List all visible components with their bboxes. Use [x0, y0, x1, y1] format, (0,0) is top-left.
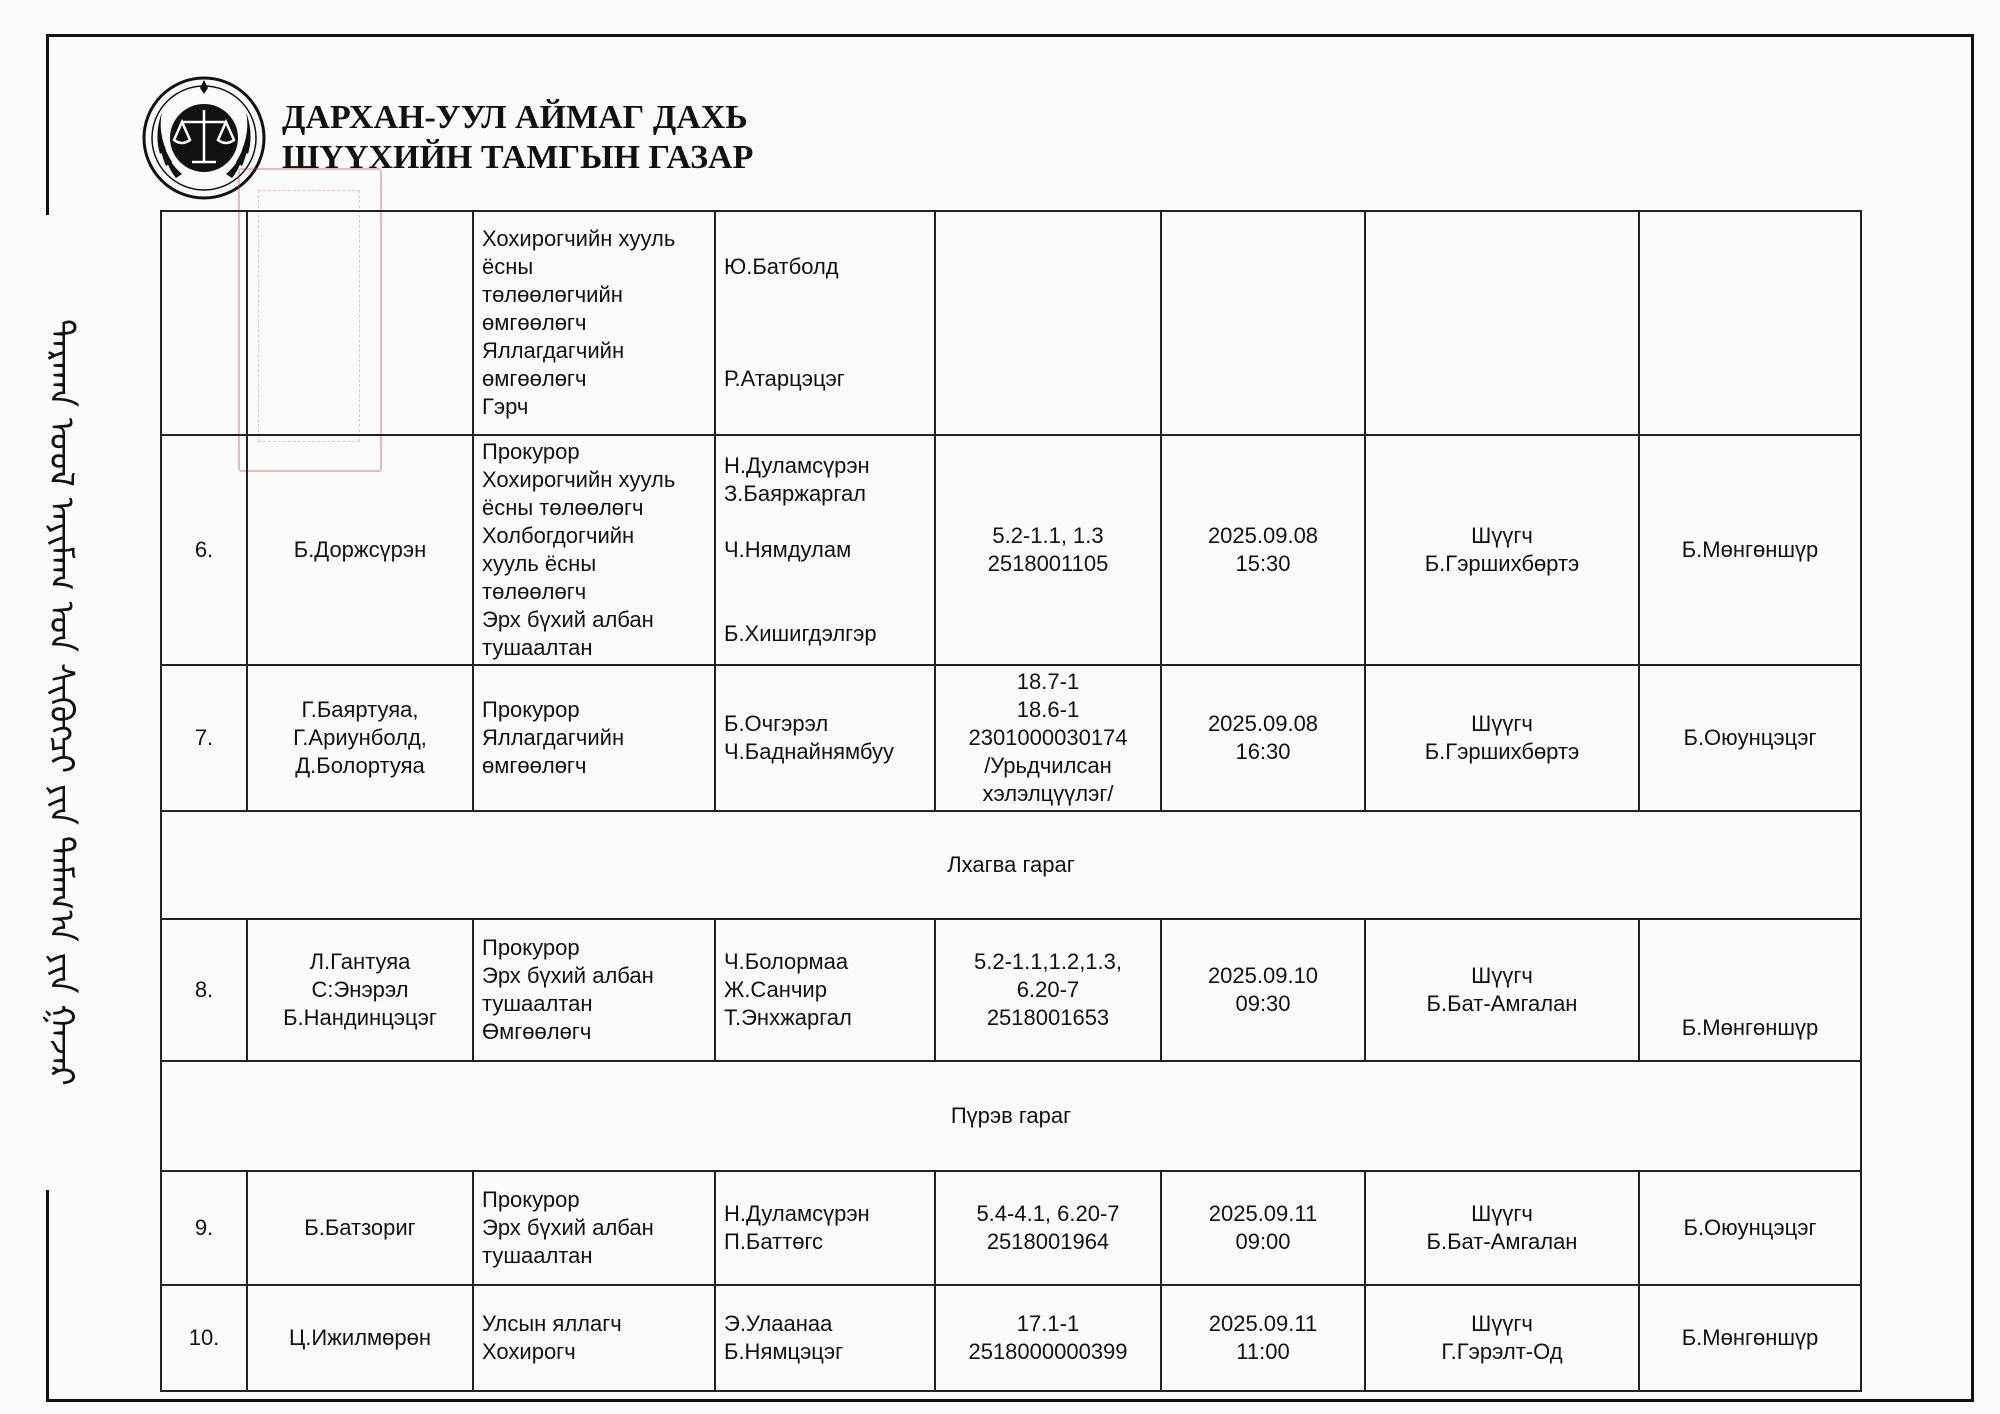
clerk-cell: Б.Мөнгөншүр [1639, 919, 1861, 1061]
role-text: Прокурор [482, 935, 580, 960]
role-text: Хохирогчийн хууль [482, 226, 676, 251]
hearing-schedule-table [160, 210, 1862, 1392]
role-text: Яллагдагчийн [482, 725, 625, 750]
participant-name: Ю.Батболд [724, 254, 839, 279]
judge-cell [1365, 919, 1639, 1061]
hearing-hour: 11:00 [1236, 1339, 1290, 1364]
role-text: Эрх бүхий албан [482, 607, 654, 632]
participant-name: З.Баяржаргал [724, 481, 867, 506]
case-code [935, 1171, 1161, 1285]
role-text: өмгөөлөгч [482, 366, 587, 391]
case-number: 2518001964 [986, 1229, 1110, 1254]
judge-cell [1365, 1285, 1639, 1391]
defendant-name: Ц.Ижилмөрөн [288, 1325, 432, 1350]
role-text: тушаалтан [482, 635, 593, 660]
role-text: ёсны [482, 254, 534, 279]
case-number: 2518001653 [986, 1005, 1110, 1030]
article-number: 5.2-1.1,1.2,1.3, [974, 949, 1122, 974]
case-number: 2518001105 [987, 551, 1109, 576]
participants-cell [715, 1171, 935, 1285]
article-number: 18.6-1 [1016, 697, 1080, 722]
role-text: Прокурор [482, 697, 580, 722]
participant-name: Н.Дуламсүрэн [724, 1201, 870, 1226]
case-note: хэлэлцүүлэг/ [982, 781, 1114, 806]
case-code [935, 435, 1161, 665]
participant-name: Ч.Болормаа [724, 949, 849, 974]
mongolian-script-title: ᠳᠠᠷᠬᠠᠨ ᠤᠤᠯ ᠠᠶᠢᠮᠠᠭ ᠤᠨ ᠰᠢᠭᠦᠭᠴᠢ ᠶᠢᠨ ᠲᠠᠮᠠᠭ᠎ᠠ ᠶᠢᠨ ᠭᠠᠵᠠᠷ [41, 319, 81, 1086]
hearing-time [1161, 435, 1365, 665]
row-number: 6. [161, 435, 247, 665]
judge-name: Б.Гэршихбөртэ [1424, 739, 1580, 764]
participant-name: Б.Очгэрэл [724, 711, 829, 736]
defendant-names [247, 1285, 473, 1391]
defendant-name: Г.Ариунболд, [293, 725, 427, 750]
roles-cell [473, 435, 715, 665]
roles-cell [473, 211, 715, 435]
defendant-names [247, 435, 473, 665]
day-heading: Пүрэв гараг [161, 1061, 1861, 1171]
judge-name: Г.Гэрэлт-Од [1441, 1339, 1563, 1364]
judge-cell [1365, 665, 1639, 811]
role-text: Прокурор [482, 439, 580, 464]
defendant-name: Б.Доржсүрэн [293, 537, 427, 562]
side-vertical-text [26, 215, 96, 1190]
role-text: Өмгөөлөгч [482, 1019, 592, 1044]
table-row [161, 665, 1861, 811]
row-number: 8. [161, 919, 247, 1061]
judge-cell [1365, 211, 1639, 435]
table-row [161, 211, 1861, 435]
clerk-cell: Б.Оюунцэцэг [1639, 1171, 1861, 1285]
hearing-time [1161, 211, 1365, 435]
day-heading: Лхагва гараг [161, 811, 1861, 919]
role-text: тушаалтан [482, 991, 593, 1016]
defendant-name: Л.Гантуяа [309, 949, 411, 974]
table-row [161, 1285, 1861, 1391]
role-text: төлөөлөгч [482, 579, 587, 604]
organization-title [282, 98, 753, 178]
table-row [161, 919, 1861, 1061]
role-text: хууль ёсны [482, 551, 597, 576]
day-header-row [161, 811, 1861, 919]
participant-name: Б.Хишигдэлгэр [724, 621, 877, 646]
hearing-date: 2025.09.10 [1207, 963, 1319, 988]
clerk-cell: Б.Мөнгөншүр [1639, 435, 1861, 665]
role-text: Гэрч [482, 394, 529, 419]
role-text: өмгөөлөгч [482, 310, 587, 335]
judge-name: Б.Гэршихбөртэ [1424, 551, 1580, 576]
role-text: Яллагдагчийн [482, 338, 625, 363]
roles-cell [473, 1171, 715, 1285]
article-number: 17.1-1 [1016, 1311, 1080, 1336]
hearing-hour: 09:00 [1235, 1229, 1291, 1254]
hearing-hour: 09:30 [1235, 991, 1291, 1016]
hearing-date: 2025.09.08 [1207, 711, 1319, 736]
court-emblem-icon [140, 74, 268, 202]
case-number: 2518000000399 [968, 1339, 1128, 1364]
article-number: 6.20-7 [1016, 977, 1080, 1002]
participant-name: П.Баттөгс [724, 1229, 824, 1254]
title-line-2: ШҮҮХИЙН ТАМГЫН ГАЗАР [282, 139, 754, 176]
participant-name: Ж.Санчир [724, 977, 827, 1002]
role-text: Прокурор [482, 1187, 580, 1212]
defendant-name: Г.Баяртуяа, [301, 697, 419, 722]
judge-title: Шүүгч [1471, 523, 1533, 548]
row-number: 9. [161, 1171, 247, 1285]
judge-cell [1365, 435, 1639, 665]
participants-cell [715, 919, 935, 1061]
case-code [935, 1285, 1161, 1391]
defendant-name: Д.Болортуяа [295, 753, 425, 778]
defendant-name: Б.Батзориг [304, 1215, 416, 1240]
role-text: ёсны төлөөлөгч [482, 495, 644, 520]
case-code [935, 919, 1161, 1061]
hearing-date: 2025.09.11 [1208, 1201, 1318, 1226]
defendant-names [247, 919, 473, 1061]
participants-cell [715, 665, 935, 811]
table-row [161, 435, 1861, 665]
judge-title: Шүүгч [1471, 711, 1533, 736]
role-text: төлөөлөгчийн [482, 282, 623, 307]
title-line-1: ДАРХАН-УУЛ АЙМАГ ДАХЬ [282, 99, 748, 136]
row-number: 10. [161, 1285, 247, 1391]
participant-name: Н.Дуламсүрэн [724, 453, 870, 478]
defendant-names [247, 665, 473, 811]
participants-cell [715, 1285, 935, 1391]
participant-name: Э.Улаанаа [724, 1311, 833, 1336]
article-number: 5.2-1.1, 1.3 [992, 523, 1104, 548]
day-header-row [161, 1061, 1861, 1171]
participants-cell [715, 435, 935, 665]
role-text: Хохирогч [482, 1339, 576, 1364]
row-number: 7. [161, 665, 247, 811]
judge-name: Б.Бат-Амгалан [1426, 1229, 1578, 1254]
hearing-date: 2025.09.08 [1207, 523, 1319, 548]
participants-cell [715, 211, 935, 435]
case-code [935, 665, 1161, 811]
roles-cell [473, 665, 715, 811]
judge-cell [1365, 1171, 1639, 1285]
roles-cell [473, 1285, 715, 1391]
hearing-time [1161, 1285, 1365, 1391]
article-number: 18.7-1 [1016, 669, 1080, 694]
case-code [935, 211, 1161, 435]
participant-name: Б.Нямцэцэг [724, 1339, 844, 1364]
case-note: /Урьдчилсан [984, 753, 1112, 778]
judge-name: Б.Бат-Амгалан [1426, 991, 1578, 1016]
row-number [161, 211, 247, 435]
role-text: Эрх бүхий албан [482, 963, 654, 988]
participant-name: Р.Атарцэцэг [724, 366, 845, 391]
case-number: 2301000030174 [968, 725, 1128, 750]
roles-cell [473, 919, 715, 1061]
hearing-time [1161, 665, 1365, 811]
table-row [161, 1171, 1861, 1285]
hearing-hour: 16:30 [1235, 739, 1291, 764]
article-number: 5.4-4.1, 6.20-7 [976, 1201, 1120, 1226]
participant-name: Ч.Баднайнямбуу [724, 739, 895, 764]
role-text: өмгөөлөгч [482, 753, 587, 778]
clerk-cell: Б.Мөнгөншүр [1639, 1285, 1861, 1391]
hearing-time [1161, 919, 1365, 1061]
hearing-hour: 15:30 [1235, 551, 1291, 576]
judge-title: Шүүгч [1471, 1311, 1533, 1336]
hearing-time [1161, 1171, 1365, 1285]
participant-name: Ч.Нямдулам [724, 537, 852, 562]
defendant-name: Б.Нандинцэцэг [283, 1005, 437, 1030]
defendant-names [247, 211, 473, 435]
judge-title: Шүүгч [1471, 963, 1533, 988]
schedule-table-wrap [160, 210, 1862, 1392]
participant-name: Т.Энхжаргал [724, 1005, 852, 1030]
judge-title: Шүүгч [1471, 1201, 1533, 1226]
defendant-names [247, 1171, 473, 1285]
clerk-cell: Б.Оюунцэцэг [1639, 665, 1861, 811]
defendant-name: С:Энэрэл [311, 977, 409, 1002]
role-text: Улсын яллагч [482, 1311, 622, 1336]
clerk-cell [1639, 211, 1861, 435]
role-text: тушаалтан [482, 1243, 593, 1268]
hearing-date: 2025.09.11 [1208, 1311, 1318, 1336]
role-text: Эрх бүхий албан [482, 1215, 654, 1240]
role-text: Холбогдогчийн [482, 523, 635, 548]
role-text: Хохирогчийн хууль [482, 467, 676, 492]
